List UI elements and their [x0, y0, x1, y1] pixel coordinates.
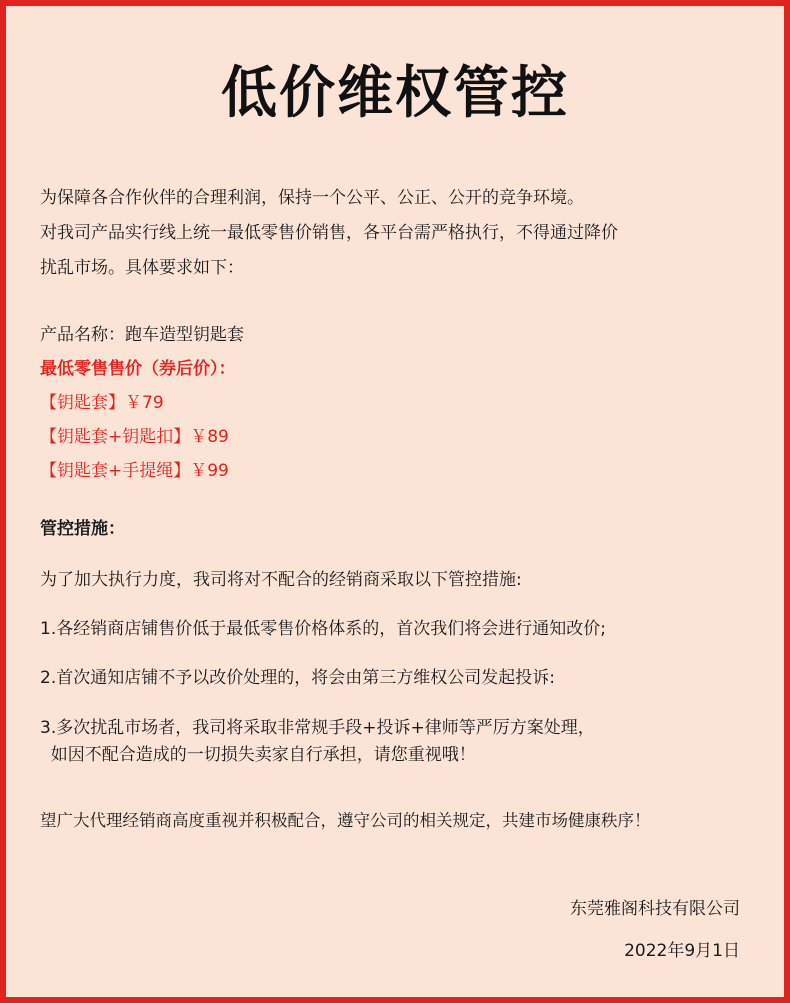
measure-item-1: 1.各经销商店铺售价低于最低零售价格体系的，首次我们将会进行通知改价; [40, 619, 606, 639]
measure-item-3-cont: 如因不配合造成的一切损失卖家自行承担，请您重视哦！ [40, 745, 476, 765]
price-item-keycase-keyring: 【钥匙套+钥匙扣】￥89 [40, 427, 229, 447]
company-name: 东莞雅阁科技有限公司 [570, 899, 740, 919]
closing-statement: 望广大代理经销商高度重视并积极配合，遵守公司的相关规定，共建市场健康秩序！ [40, 811, 651, 830]
page-title: 低价维权管控 [221, 61, 569, 126]
intro-line-2: 对我司产品实行线上统一最低零售价销售，各平台需严格执行，不得通过降价 [40, 223, 618, 243]
price-item-keycase: 【钥匙套】￥79 [40, 393, 164, 413]
notice-date: 2022年9月1日 [624, 941, 740, 961]
measure-item-3: 3.多次扰乱市场者，我司将采取非常规手段+投诉+律师等严厉方案处理， [40, 718, 595, 738]
measure-item-2: 2.首次通知店铺不予以改价处理的，将会由第三方维权公司发起投诉: [40, 668, 555, 688]
price-item-keycase-strap: 【钥匙套+手提绳】￥99 [40, 461, 229, 481]
measures-heading: 管控措施： [40, 519, 125, 539]
product-name: 产品名称：跑车造型钥匙套 [40, 325, 244, 345]
intro-line-1: 为保障各合作伙伴的合理利润，保持一个公平、公正、公开的竞争环境。 [40, 188, 584, 208]
intro-line-3: 扰乱市场。具体要求如下： [40, 258, 244, 278]
price-heading: 最低零售售价（券后价）： [40, 359, 236, 379]
measures-intro: 为了加大执行力度，我司将对不配合的经销商采取以下管控措施: [40, 570, 522, 590]
